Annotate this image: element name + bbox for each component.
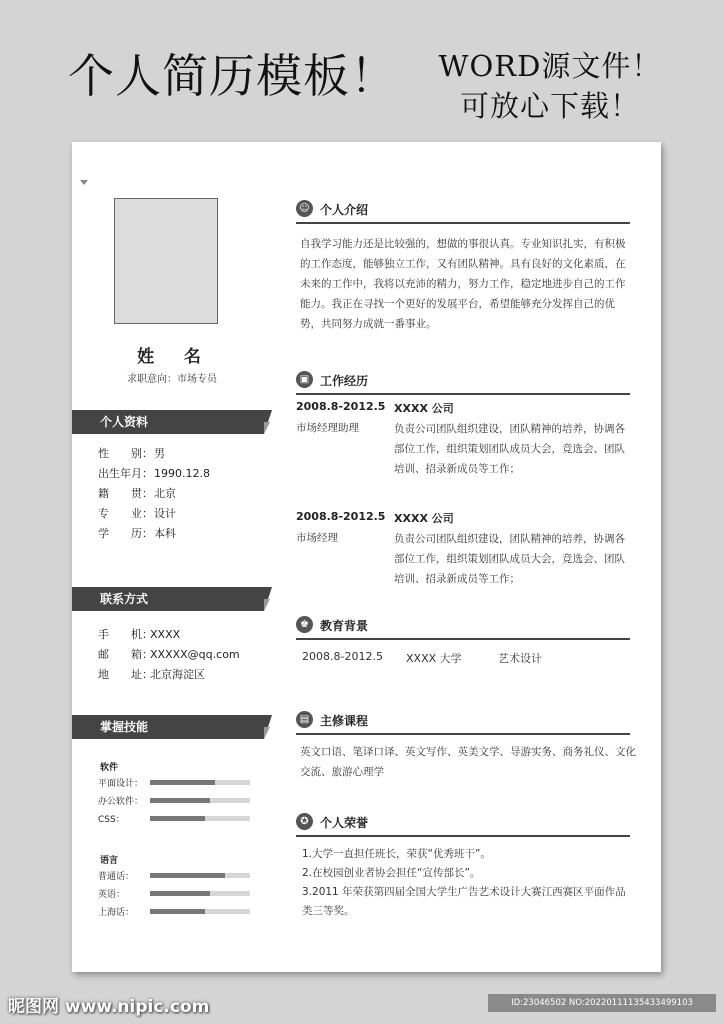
medal-icon: ✪ [296,813,313,830]
skill-bar [150,873,250,878]
skill-row: CSS： [98,810,258,827]
info-row: 出生年月： 1990.12.8 [98,467,210,480]
skill-row: 普通话： [98,867,258,884]
resume-paper [72,142,661,972]
heading-fold-decoration [264,422,270,434]
caret-down-icon [80,180,88,185]
section-title: 主修课程 [320,714,369,728]
skill-bar [150,891,250,896]
personal-info-list [98,444,210,544]
skill-bar-fill [150,780,215,785]
resume-name: 姓 名 [137,347,207,367]
section-courses-header [296,709,630,735]
contact-row: 手 机： XXXX [98,628,181,641]
section-title: 工作经历 [320,374,369,388]
banner-title: 个人简历模板！ [68,49,397,103]
banner-subtitle-line1: WORD源文件！ [438,49,662,83]
work-role: 市场经理助理 [296,422,359,434]
contact-row: 邮 箱： XXXXX@qq.com [98,648,240,661]
honor-item: 1.大学一直担任班长，荣获“优秀班干”。 [302,848,491,860]
banner-subtitle-line2: 可放心下载！ [459,89,640,123]
skill-bar-fill [150,816,205,821]
skill-bar-fill [150,798,210,803]
education-major: 艺术设计 [498,652,542,665]
skill-row: 办公软件： [98,792,258,809]
info-row: 专 业： 设计 [98,507,176,520]
info-row: 性 别： 男 [98,447,165,460]
skill-bar-fill [150,891,210,896]
info-row: 籍 贯： 北京 [98,487,176,500]
section-education-header [296,614,630,640]
contact-list [98,625,240,685]
heading-fold-decoration [264,727,270,739]
site-watermark: 昵图网 www.nipic.com [8,997,210,1017]
honor-item: 3.2011 年荣获第四届全国大学生广告艺术设计大赛江西赛区平面作品类三等奖。 [302,886,626,917]
skill-row: 英语： [98,885,258,902]
contact-heading: 联系方式 [72,587,264,611]
education-date: 2008.8-2012.5 [302,650,383,663]
section-work-header [296,369,630,395]
skill-bar-fill [150,873,225,878]
image-id-watermark: ID:23046502 NO:20220111135433499103 [488,994,716,1012]
skill-group-title: 软件 [100,763,119,773]
section-title: 个人荣誉 [320,816,369,830]
work-item [296,510,636,600]
heading-fold-decoration [264,599,270,611]
book-icon: ▤ [296,711,313,728]
work-date: 2008.8-2012.5 [296,400,386,413]
intro-text: 自我学习能力还是比较强的，想做的事很认真。专业知识扎实，有积极的工作态度，能够独立工作，又有团队精神。具有良好的文化素质，在未来的工作中，我将以充沛的精力，努力工作，稳定地进步自己的工作能力。我正在寻找一个更好的发展平台，希望能够充分发挥自己的优势，共同努力成就一番事业。 [300,238,626,330]
skill-bar [150,909,250,914]
honors-list [302,845,632,921]
work-item [296,400,636,490]
skill-group-title: 语言 [100,856,119,866]
person-icon: ☺ [296,200,313,217]
skill-bar-fill [150,909,205,914]
briefcase-icon: ▣ [296,371,313,388]
skill-bar [150,798,250,803]
work-date: 2008.8-2012.5 [296,510,386,523]
job-intent: 求职意向：市场专员 [127,374,217,385]
work-description: 负责公司团队组织建设，团队精神的培养，协调各部位工作，组织策划团队成员大会，竞选会、团队培训、招录新成员等工作； [394,423,625,475]
photo-placeholder [114,198,218,324]
section-intro-header [296,198,630,224]
education-school: XXXX 大学 [406,652,462,665]
work-company: XXXX 公司 [394,512,454,525]
work-description: 负责公司团队组织建设，团队精神的培养，协调各部位工作，组织策划团队成员大会，竞选会、团队培训、招录新成员等工作； [394,533,625,585]
skills-heading: 掌握技能 [72,715,264,739]
contact-row: 地 址： 北京海淀区 [98,668,205,681]
section-honors-header [296,811,630,837]
section-title: 个人介绍 [320,203,369,217]
work-company: XXXX 公司 [394,402,454,415]
info-row: 学 历： 本科 [98,527,176,540]
personal-info-heading: 个人资料 [72,410,264,434]
skill-row: 平面设计： [98,774,258,791]
skill-row: 上海话： [98,903,258,920]
honor-item: 2.在校园创业者协会担任“宣传部长”。 [302,867,481,879]
section-title: 教育背景 [320,619,369,633]
skill-bar [150,816,250,821]
work-role: 市场经理 [296,532,338,544]
courses-text: 英文口语、笔译口译、英文写作、英美文学、导游实务、商务礼仪、文化交流、旅游心理学 [300,746,636,778]
skill-bar [150,780,250,785]
education-row [302,650,622,666]
graduation-cap-icon: ♚ [296,616,313,633]
